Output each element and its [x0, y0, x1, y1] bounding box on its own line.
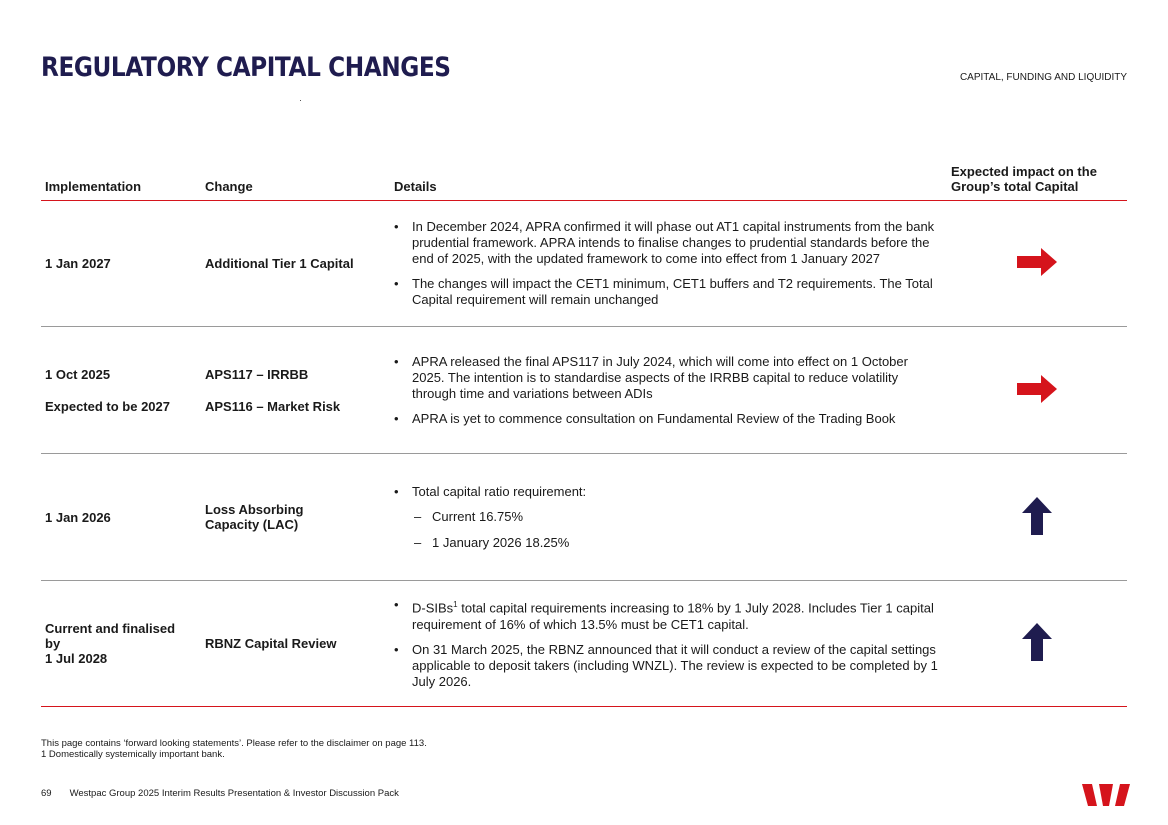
detail-intro: Total capital ratio requirement: — [412, 483, 587, 499]
detail-bullet: • The changes will impact the CET1 minimum, CET1 buffers and T2 requirements. The Total Capital requirement will remain unchanged — [394, 276, 943, 308]
detail-bullet: • APRA released the final APS117 in July 2024, which will come into effect on 1 October 2025. The intention is to standardise aspects of the IRRBB capital to reduce volatility through time and variations between ADIs — [394, 354, 943, 402]
change-name-line1: Loss Absorbing — [205, 502, 304, 517]
detail-sub-item: – Current 16.75% — [412, 509, 943, 525]
implementation-cell — [41, 327, 201, 454]
col-header-impact — [947, 164, 1127, 201]
section-label: CAPITAL, FUNDING AND LIQUIDITY — [959, 72, 1127, 83]
decorative-dot — [300, 100, 301, 101]
change-name-secondary: APS116 – Market Risk — [205, 398, 341, 414]
document-title: Westpac Group 2025 Interim Results Presentation & Investor Discussion Pack — [69, 788, 399, 799]
implementation-cell: 1 Jan 2027 — [45, 256, 111, 271]
westpac-logo-icon — [1082, 784, 1130, 806]
implementation-line1: Current and finalised — [45, 621, 176, 636]
dsib-term: D-SIBs — [412, 600, 454, 616]
detail-bullet — [394, 484, 943, 551]
regulatory-changes-table — [41, 164, 1127, 707]
page-footer — [41, 788, 399, 799]
disclaimer-note: This page contains ‘forward looking statements’. Please refer to the disclaimer on page 113. — [41, 738, 427, 749]
table-row — [41, 327, 1127, 454]
impact-cell — [947, 454, 1127, 581]
col-header-details: Details — [394, 179, 437, 194]
implementation-cell — [41, 581, 201, 707]
implementation-line2: by — [45, 636, 61, 651]
detail-sub-item: – 1 January 2026 18.25% — [412, 535, 943, 551]
details-cell — [390, 581, 947, 707]
up-arrow-icon — [1022, 497, 1052, 535]
col-header-change: Change — [205, 179, 253, 194]
footnote-1: 1 Domestically systemically important bank. — [41, 749, 225, 760]
footnotes — [41, 738, 427, 760]
table-row — [41, 454, 1127, 581]
detail-bullet — [394, 597, 943, 632]
change-name-line2: Capacity (LAC) — [205, 517, 299, 532]
details-cell — [390, 327, 947, 454]
change-cell — [201, 327, 390, 454]
impact-cell — [947, 201, 1127, 327]
page-number: 69 — [41, 788, 52, 799]
change-cell: RBNZ Capital Review — [205, 636, 337, 651]
detail-bullet: • On 31 March 2025, the RBNZ announced that it will conduct a review of the capital settings applicable to deposit takers (including WNZL). The review is expected to be completed by 1 July 2026. — [394, 642, 943, 690]
implementation-date: 1 Oct 2025 — [45, 366, 111, 382]
change-name: APS117 – IRRBB — [205, 366, 309, 382]
detail-bullet: • In December 2024, APRA confirmed it will phase out AT1 capital instruments from the bank prudential framework. APRA intends to finalise changes to prudential standards before the end of 2025, with the updated framework to come into effect from 1 January 2027 — [394, 219, 943, 267]
details-cell — [390, 201, 947, 327]
details-cell — [390, 454, 947, 581]
impact-header-line1: Expected impact on the — [951, 164, 1097, 179]
implementation-cell: 1 Jan 2026 — [45, 509, 111, 525]
implementation-line3: 1 Jul 2028 — [45, 651, 108, 666]
impact-header-line2: Group’s total Capital — [951, 179, 1079, 194]
page-title: REGULATORY CAPITAL CHANGES — [41, 52, 451, 83]
col-header-implementation: Implementation — [45, 179, 142, 194]
implementation-date-secondary: Expected to be 2027 — [45, 398, 170, 414]
detail-text: total capital requirements increasing to 18% by 1 July 2028. Includes Tier 1 capital requirement of 16% of which 13.5% must be CET1 capital. — [412, 600, 934, 632]
impact-cell — [947, 581, 1127, 707]
up-arrow-icon — [1022, 623, 1052, 661]
footnote-marker: 1 — [453, 600, 458, 610]
change-cell: Additional Tier 1 Capital — [205, 256, 354, 271]
right-arrow-icon — [1017, 374, 1057, 404]
table-row — [41, 581, 1127, 707]
right-arrow-icon — [1017, 247, 1057, 277]
detail-bullet: • APRA is yet to commence consultation on Fundamental Review of the Trading Book — [394, 411, 943, 427]
change-cell — [201, 454, 390, 581]
table-header-row — [41, 164, 1127, 201]
table-row — [41, 201, 1127, 327]
impact-cell — [947, 327, 1127, 454]
